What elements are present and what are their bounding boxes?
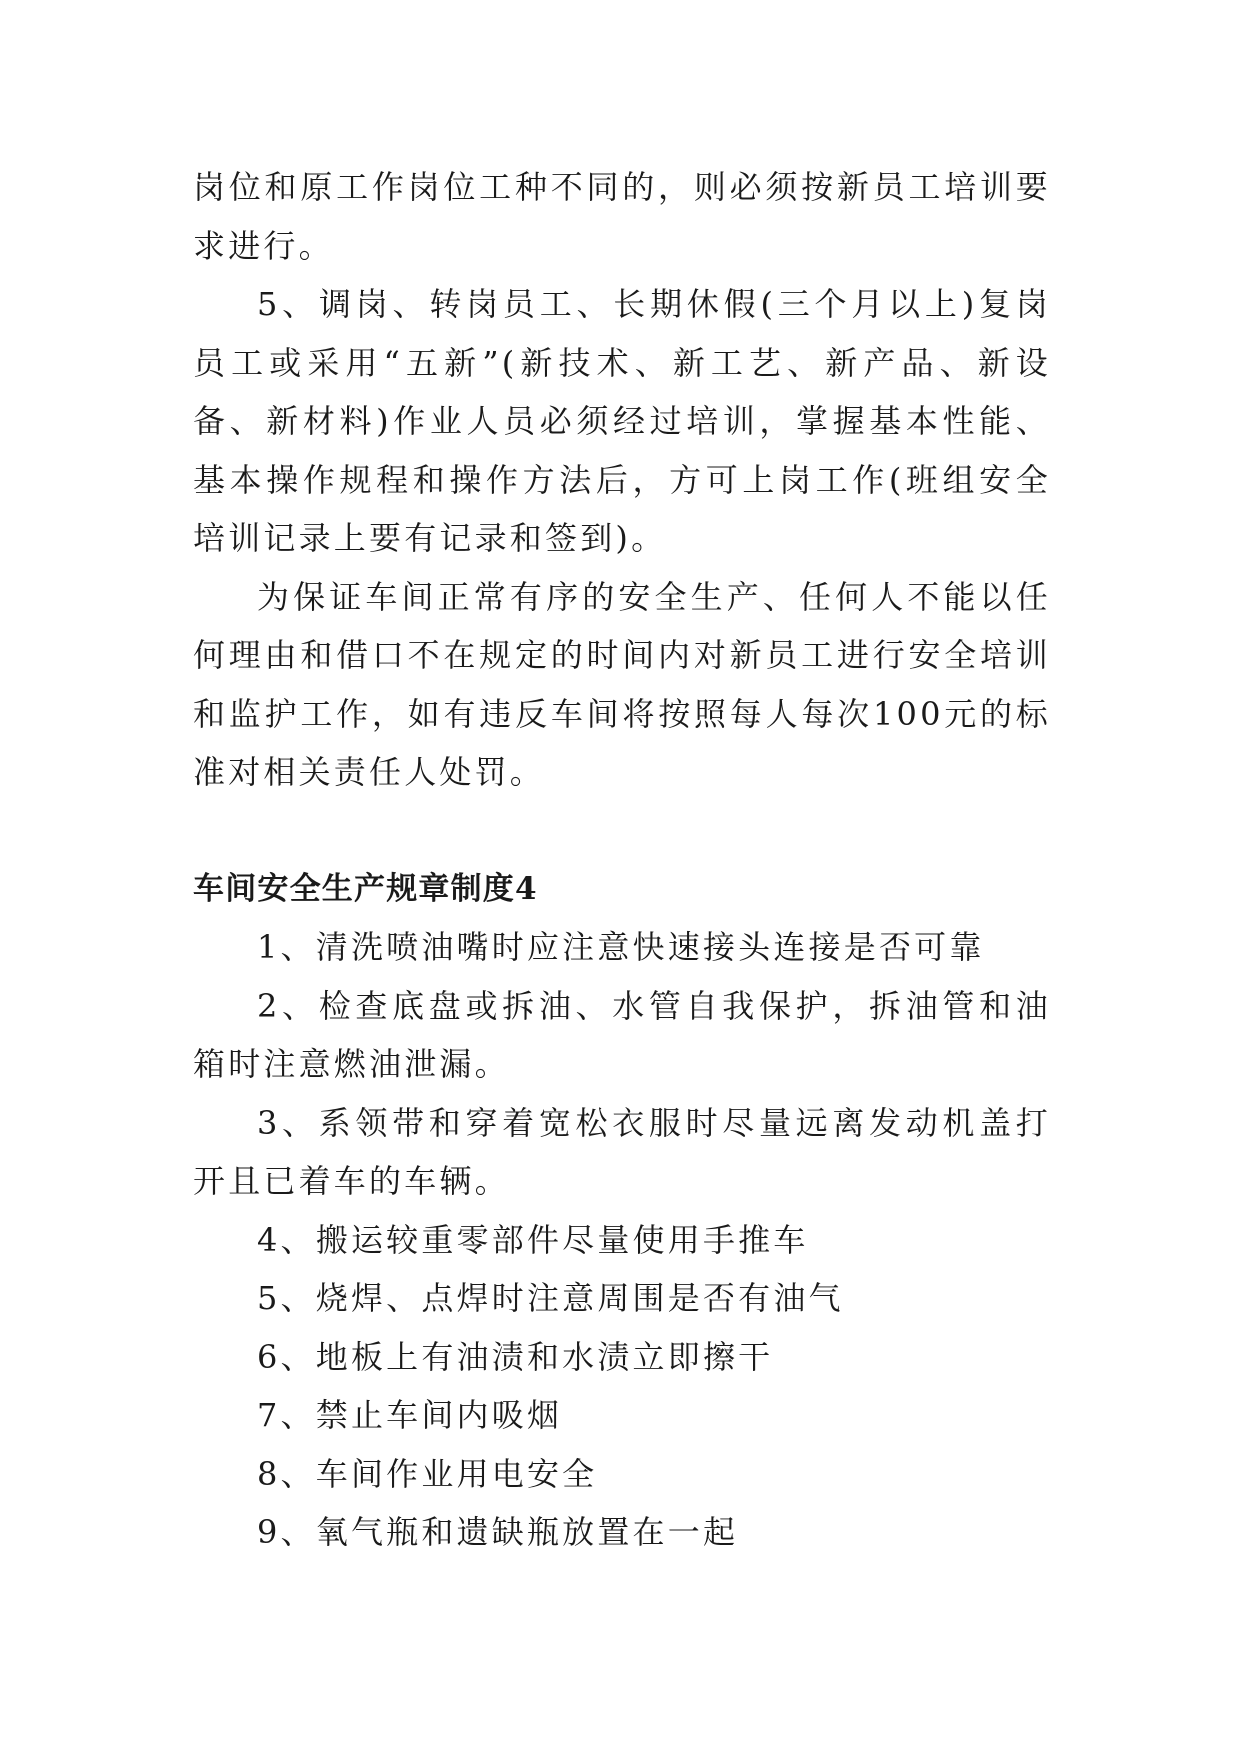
list-item: 7、禁止车间内吸烟 (257, 1396, 563, 1434)
section-title: 车间安全生产规章制度4 (193, 870, 538, 907)
list-item: 4、搬运较重零部件尽量使用手推车 (257, 1220, 809, 1259)
list-item: 3、系领带和穿着宽松衣服时尽量远离发动机盖打开且已着车的车辆。 (193, 1103, 1051, 1200)
list-item: 5、烧焊、点焊时注意周围是否有油气 (257, 1279, 844, 1317)
paragraph-penalty: 为保证车间正常有序的安全生产、任何人不能以任何理由和借口不在规定的时间内对新员工进行安全培训和监护工作，如有违反车间将按照每人每次100元的标准对相关责任人处罚。 (193, 577, 1051, 791)
list-item: 9、氧气瓶和遗缺瓶放置在一起 (257, 1513, 739, 1551)
paragraph-item-5: 5、调岗、转岗员工、长期休假(三个月以上)复岗员工或采用“五新”(新技术、新工艺、新产品、新设备、新材料)作业人员必须经过培训，掌握基本性能、基本操作规程和操作方法后，方可上岗工作(班组安全培训记录上要有记录和签到)。 (193, 285, 1051, 557)
list-item: 1、清洗喷油嘴时应注意快速接头连接是否可靠 (257, 928, 985, 966)
paragraph-continuation: 岗位和原工作岗位工种不同的，则必须按新员工培训要求进行。 (193, 168, 1051, 265)
rules-list (193, 918, 1051, 1562)
list-item: 2、检查底盘或拆油、水管自我保护，拆油管和油箱时注意燃油泄漏。 (193, 986, 1051, 1083)
list-item: 8、车间作业用电安全 (257, 1454, 598, 1493)
list-item: 6、地板上有油渍和水渍立即擦干 (257, 1337, 774, 1376)
document-page (193, 158, 1051, 1562)
